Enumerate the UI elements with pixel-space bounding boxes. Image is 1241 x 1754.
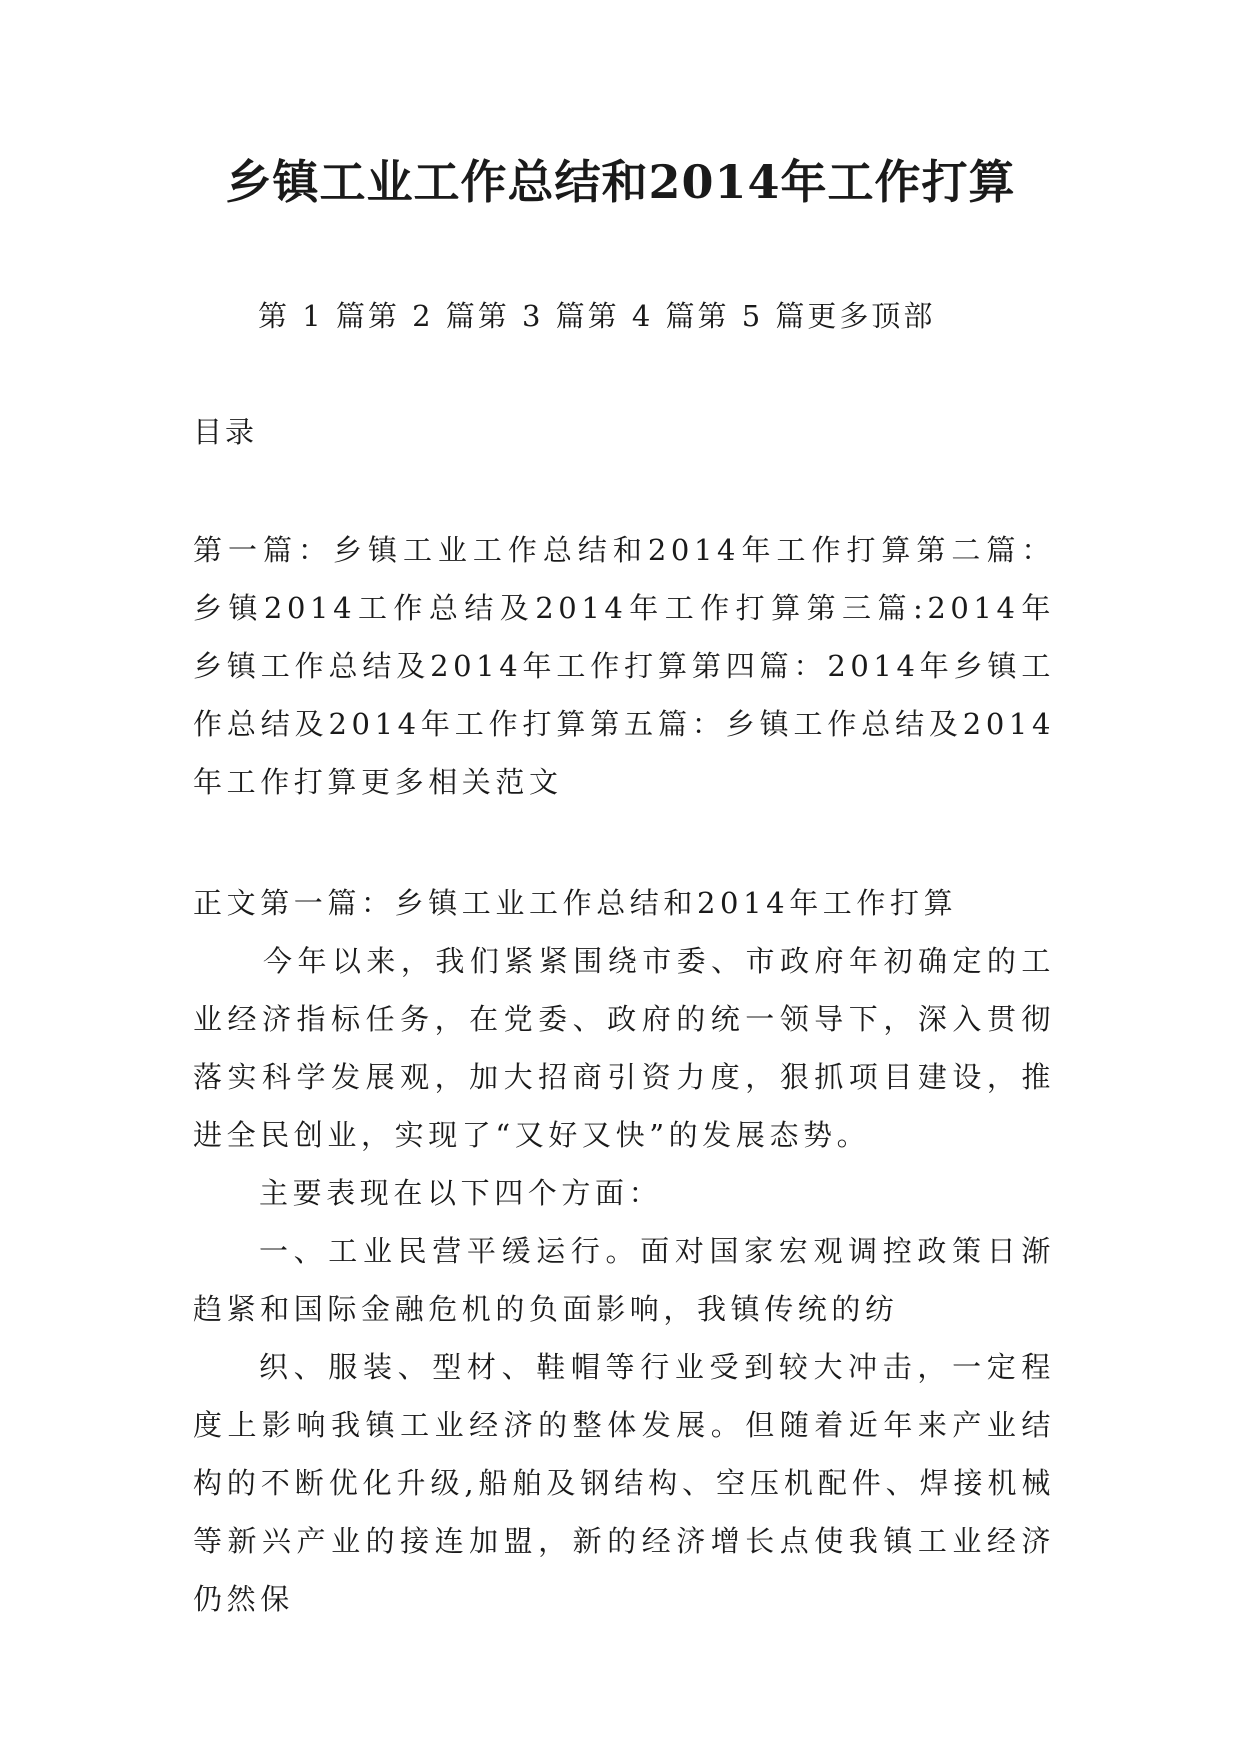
- main-heading: 正文第一篇：乡镇工业工作总结和2014年工作打算: [193, 886, 958, 920]
- article-nav-line: 第 1 篇第 2 篇第 3 篇第 4 篇第 5 篇更多顶部: [258, 299, 936, 333]
- toc-body: 第一篇：乡镇工业工作总结和2014年工作打算第二篇：乡镇2014工作总结及2014年工作打算第三篇:2014年乡镇工作总结及2014年工作打算第四篇：2014年乡镇工作总结及2014年工作打算第五篇：乡镇工作总结及2014年工作打算更多相关范文: [193, 533, 1055, 799]
- body-paragraph: 织、服装、型材、鞋帽等行业受到较大冲击，一定程度上影响我镇工业经济的整体发展。但随着近年来产业结构的不断优化升级,船舶及钢结构、空压机配件、焊接机械等新兴产业的接连加盟，新的经济增长点使我镇工业经济仍然保: [193, 1350, 1055, 1616]
- main-text: [193, 874, 1055, 1628]
- toc-heading: 目录: [193, 415, 258, 449]
- body-paragraph: 一、工业民营平缓运行。面对国家宏观调控政策日渐趋紧和国际金融危机的负面影响，我镇传统的纺: [193, 1234, 1055, 1326]
- body-paragraph: 主要表现在以下四个方面：: [259, 1176, 663, 1210]
- body-paragraph: 今年以来，我们紧紧围绕市委、市政府年初确定的工业经济指标任务，在党委、政府的统一领导下，深入贯彻落实科学发展观，加大招商引资力度，狠抓项目建设，推进全民创业，实现了“又好又快”的发展态势。: [193, 944, 1055, 1152]
- document-title: 乡镇工业工作总结和2014年工作打算: [225, 155, 1016, 209]
